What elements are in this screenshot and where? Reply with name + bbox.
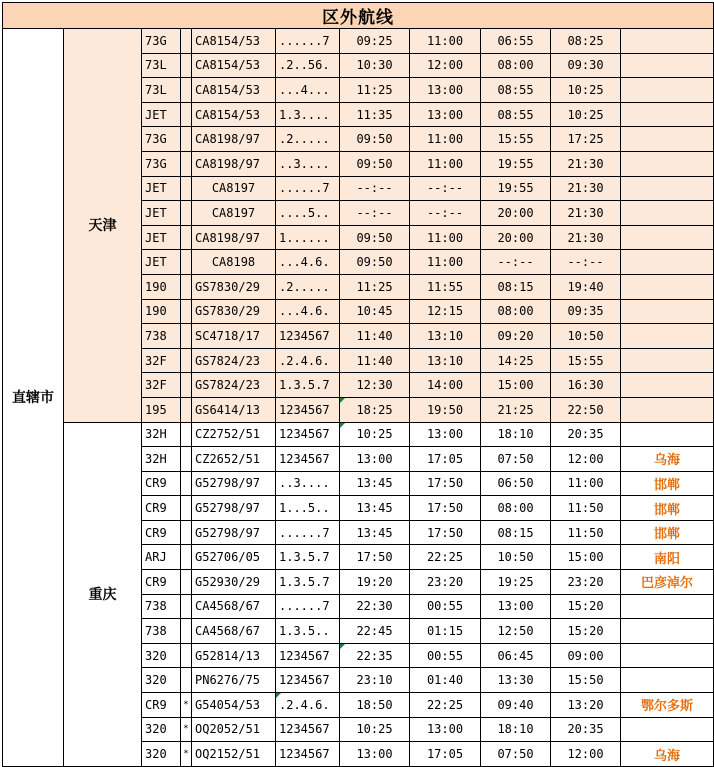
return-arrival-time-cell: 11:50	[551, 496, 621, 521]
flag-cell	[181, 373, 192, 398]
departure-time-cell: 09:50	[340, 151, 410, 176]
return-departure-time-cell: 12:50	[481, 619, 551, 644]
flag-cell	[181, 53, 192, 78]
operating-days-cell: 1234567	[276, 717, 340, 742]
return-arrival-time-cell: 08:25	[551, 29, 621, 54]
arrival-time-cell: 11:00	[410, 250, 481, 275]
flight-number-cell: CA8198/97	[192, 127, 276, 152]
flag-cell	[181, 570, 192, 595]
departure-time-cell: 12:30	[340, 373, 410, 398]
return-departure-time-cell: 18:10	[481, 717, 551, 742]
operating-days-cell: ...4.6.	[276, 250, 340, 275]
via-city-cell	[621, 53, 714, 78]
return-departure-time-cell: 08:00	[481, 299, 551, 324]
arrival-time-cell: 13:00	[410, 422, 481, 447]
via-city-cell: 鄂尔多斯	[621, 693, 714, 718]
arrival-time-cell: 13:10	[410, 348, 481, 373]
flight-number-cell: GS7830/29	[192, 299, 276, 324]
aircraft-type-cell: 320	[142, 742, 181, 767]
aircraft-type-cell: 320	[142, 668, 181, 693]
departure-time-cell: 13:45	[340, 496, 410, 521]
departure-time-cell: 09:25	[340, 29, 410, 54]
via-city-cell	[621, 176, 714, 201]
flight-number-cell: CA8154/53	[192, 102, 276, 127]
via-city-cell	[621, 324, 714, 349]
flag-cell	[181, 643, 192, 668]
via-city-cell	[621, 643, 714, 668]
aircraft-type-cell: 73L	[142, 53, 181, 78]
departure-time-cell: 10:30	[340, 53, 410, 78]
return-arrival-time-cell: 09:30	[551, 53, 621, 78]
operating-days-cell: .2.....	[276, 274, 340, 299]
return-arrival-time-cell: 21:30	[551, 151, 621, 176]
flight-number-cell: CZ2652/51	[192, 447, 276, 472]
flight-number-cell: GS7824/23	[192, 373, 276, 398]
arrival-time-cell: --:--	[410, 176, 481, 201]
arrival-time-cell: 12:00	[410, 53, 481, 78]
aircraft-type-cell: 195	[142, 397, 181, 422]
via-city-cell	[621, 299, 714, 324]
return-departure-time-cell: 13:30	[481, 668, 551, 693]
return-arrival-time-cell: 20:35	[551, 422, 621, 447]
return-arrival-time-cell: 21:30	[551, 225, 621, 250]
return-departure-time-cell: 19:55	[481, 151, 551, 176]
departure-time-cell: 09:50	[340, 225, 410, 250]
arrival-time-cell: 01:40	[410, 668, 481, 693]
flag-cell	[181, 471, 192, 496]
return-arrival-time-cell: 15:20	[551, 594, 621, 619]
return-departure-time-cell: 07:50	[481, 742, 551, 767]
return-departure-time-cell: 08:15	[481, 274, 551, 299]
title-row	[3, 3, 714, 29]
flag-cell	[181, 250, 192, 275]
departure-time-cell: --:--	[340, 176, 410, 201]
flight-number-cell: CA8154/53	[192, 29, 276, 54]
flag-cell	[181, 78, 192, 103]
departure-time-cell: 22:30	[340, 594, 410, 619]
operating-days-cell: 1.3....	[276, 102, 340, 127]
arrival-time-cell: 22:25	[410, 545, 481, 570]
via-city-cell: 邯郸	[621, 471, 714, 496]
return-departure-time-cell: 07:50	[481, 447, 551, 472]
aircraft-type-cell: 32H	[142, 447, 181, 472]
city-label: 重庆	[64, 422, 142, 766]
arrival-time-cell: 13:00	[410, 102, 481, 127]
via-city-cell	[621, 717, 714, 742]
via-city-cell	[621, 102, 714, 127]
operating-days-cell: ......7	[276, 29, 340, 54]
aircraft-type-cell: 320	[142, 717, 181, 742]
return-arrival-time-cell: 09:35	[551, 299, 621, 324]
flight-number-cell: GS7830/29	[192, 274, 276, 299]
departure-time-cell: 13:45	[340, 471, 410, 496]
flight-number-cell: CA8198/97	[192, 151, 276, 176]
via-city-cell: 乌海	[621, 742, 714, 767]
departure-time-cell: 13:00	[340, 447, 410, 472]
flight-number-cell: G52814/13	[192, 643, 276, 668]
aircraft-type-cell: 73G	[142, 29, 181, 54]
arrival-time-cell: 13:00	[410, 717, 481, 742]
operating-days-cell: 1234567	[276, 447, 340, 472]
arrival-time-cell: 11:00	[410, 29, 481, 54]
flight-number-cell: CA4568/67	[192, 619, 276, 644]
aircraft-type-cell: 73G	[142, 127, 181, 152]
operating-days-cell: 1.3.5.7	[276, 570, 340, 595]
aircraft-type-cell: CR9	[142, 520, 181, 545]
aircraft-type-cell: JET	[142, 250, 181, 275]
flight-number-cell: CA8198/97	[192, 225, 276, 250]
via-city-cell	[621, 422, 714, 447]
flag-cell	[181, 668, 192, 693]
arrival-time-cell: 14:00	[410, 373, 481, 398]
aircraft-type-cell: 320	[142, 643, 181, 668]
return-arrival-time-cell: 21:30	[551, 201, 621, 226]
aircraft-type-cell: CR9	[142, 471, 181, 496]
departure-time-cell: 13:45	[340, 520, 410, 545]
flag-cell	[181, 29, 192, 54]
flag-cell	[181, 348, 192, 373]
operating-days-cell: 1234567	[276, 643, 340, 668]
flight-number-cell: G52706/05	[192, 545, 276, 570]
return-arrival-time-cell: 09:00	[551, 643, 621, 668]
via-city-cell	[621, 250, 714, 275]
departure-time-cell: 22:45	[340, 619, 410, 644]
operating-days-cell: 1234567	[276, 742, 340, 767]
operating-days-cell: 1234567	[276, 397, 340, 422]
aircraft-type-cell: ARJ	[142, 545, 181, 570]
via-city-cell	[621, 127, 714, 152]
operating-days-cell: ....5..	[276, 201, 340, 226]
aircraft-type-cell: 73G	[142, 151, 181, 176]
operating-days-cell: ......7	[276, 520, 340, 545]
return-departure-time-cell: 08:55	[481, 78, 551, 103]
operating-days-cell: .2.4.6.	[276, 348, 340, 373]
departure-time-cell: 13:00	[340, 742, 410, 767]
departure-time-cell: 11:40	[340, 324, 410, 349]
via-city-cell	[621, 151, 714, 176]
return-arrival-time-cell: --:--	[551, 250, 621, 275]
arrival-time-cell: 00:55	[410, 594, 481, 619]
return-arrival-time-cell: 17:25	[551, 127, 621, 152]
departure-time-cell: 09:50	[340, 250, 410, 275]
flag-cell	[181, 397, 192, 422]
arrival-time-cell: 23:20	[410, 570, 481, 595]
return-departure-time-cell: 08:00	[481, 496, 551, 521]
return-arrival-time-cell: 16:30	[551, 373, 621, 398]
flag-cell	[181, 496, 192, 521]
return-departure-time-cell: 18:10	[481, 422, 551, 447]
flight-number-cell: G52798/97	[192, 496, 276, 521]
departure-time-cell: 19:20	[340, 570, 410, 595]
return-arrival-time-cell: 20:35	[551, 717, 621, 742]
flight-number-cell: CA8154/53	[192, 78, 276, 103]
via-city-cell	[621, 619, 714, 644]
arrival-time-cell: 11:00	[410, 151, 481, 176]
return-arrival-time-cell: 10:25	[551, 78, 621, 103]
return-departure-time-cell: 09:40	[481, 693, 551, 718]
return-arrival-time-cell: 12:00	[551, 447, 621, 472]
aircraft-type-cell: 32F	[142, 373, 181, 398]
operating-days-cell: 1.3.5.7	[276, 373, 340, 398]
flight-number-cell: CA8197	[192, 176, 276, 201]
operating-days-cell: ...4.6.	[276, 299, 340, 324]
via-city-cell: 邯郸	[621, 520, 714, 545]
departure-time-cell: 18:25	[340, 397, 410, 422]
return-arrival-time-cell: 21:30	[551, 176, 621, 201]
via-city-cell: 邯郸	[621, 496, 714, 521]
operating-days-cell: .2.4.6.	[276, 693, 340, 718]
operating-days-cell: 1234567	[276, 422, 340, 447]
flag-cell: *	[181, 742, 192, 767]
return-departure-time-cell: 21:25	[481, 397, 551, 422]
arrival-time-cell: 11:00	[410, 225, 481, 250]
return-arrival-time-cell: 15:20	[551, 619, 621, 644]
via-city-cell	[621, 594, 714, 619]
flag-cell	[181, 619, 192, 644]
return-departure-time-cell: 09:20	[481, 324, 551, 349]
operating-days-cell: ...4...	[276, 78, 340, 103]
flight-number-cell: G52930/29	[192, 570, 276, 595]
operating-days-cell: 1234567	[276, 668, 340, 693]
via-city-cell	[621, 348, 714, 373]
flag-cell	[181, 545, 192, 570]
aircraft-type-cell: 32F	[142, 348, 181, 373]
arrival-time-cell: 01:15	[410, 619, 481, 644]
flag-cell: *	[181, 717, 192, 742]
aircraft-type-cell: JET	[142, 102, 181, 127]
table-row	[3, 29, 714, 54]
departure-time-cell: 17:50	[340, 545, 410, 570]
arrival-time-cell: 11:00	[410, 127, 481, 152]
via-city-cell: 巴彦淖尔	[621, 570, 714, 595]
flag-cell	[181, 176, 192, 201]
flag-cell	[181, 299, 192, 324]
flight-number-cell: CA4568/67	[192, 594, 276, 619]
return-arrival-time-cell: 11:00	[551, 471, 621, 496]
flight-number-cell: GS6414/13	[192, 397, 276, 422]
aircraft-type-cell: 73L	[142, 78, 181, 103]
operating-days-cell: 1......	[276, 225, 340, 250]
flag-cell	[181, 127, 192, 152]
operating-days-cell: .2.....	[276, 127, 340, 152]
flight-number-cell: G52798/97	[192, 520, 276, 545]
return-departure-time-cell: 08:55	[481, 102, 551, 127]
return-arrival-time-cell: 15:50	[551, 668, 621, 693]
return-departure-time-cell: 14:25	[481, 348, 551, 373]
return-departure-time-cell: 15:00	[481, 373, 551, 398]
aircraft-type-cell: 32H	[142, 422, 181, 447]
aircraft-type-cell: 738	[142, 324, 181, 349]
departure-time-cell: 10:25	[340, 422, 410, 447]
flag-cell	[181, 151, 192, 176]
operating-days-cell: ..3....	[276, 151, 340, 176]
flag-cell	[181, 594, 192, 619]
operating-days-cell: ......7	[276, 176, 340, 201]
via-city-cell	[621, 274, 714, 299]
flag-cell	[181, 324, 192, 349]
flight-number-cell: OQ2052/51	[192, 717, 276, 742]
return-arrival-time-cell: 10:50	[551, 324, 621, 349]
return-arrival-time-cell: 19:40	[551, 274, 621, 299]
flag-cell	[181, 274, 192, 299]
arrival-time-cell: 17:50	[410, 520, 481, 545]
aircraft-type-cell: CR9	[142, 570, 181, 595]
return-departure-time-cell: 06:45	[481, 643, 551, 668]
arrival-time-cell: 13:00	[410, 78, 481, 103]
via-city-cell: 南阳	[621, 545, 714, 570]
departure-time-cell: 11:35	[340, 102, 410, 127]
return-arrival-time-cell: 15:55	[551, 348, 621, 373]
return-departure-time-cell: --:--	[481, 250, 551, 275]
operating-days-cell: 1...5..	[276, 496, 340, 521]
return-departure-time-cell: 08:15	[481, 520, 551, 545]
flight-number-cell: GS7824/23	[192, 348, 276, 373]
return-arrival-time-cell: 23:20	[551, 570, 621, 595]
via-city-cell	[621, 225, 714, 250]
arrival-time-cell: 17:50	[410, 471, 481, 496]
operating-days-cell: 1234567	[276, 324, 340, 349]
via-city-cell	[621, 201, 714, 226]
return-departure-time-cell: 19:55	[481, 176, 551, 201]
table-row	[3, 422, 714, 447]
return-arrival-time-cell: 11:50	[551, 520, 621, 545]
departure-time-cell: 10:45	[340, 299, 410, 324]
return-arrival-time-cell: 15:00	[551, 545, 621, 570]
flag-cell	[181, 102, 192, 127]
return-departure-time-cell: 06:55	[481, 29, 551, 54]
departure-time-cell: 23:10	[340, 668, 410, 693]
aircraft-type-cell: CR9	[142, 496, 181, 521]
return-departure-time-cell: 20:00	[481, 225, 551, 250]
flight-number-cell: G54054/53	[192, 693, 276, 718]
flight-number-cell: CA8154/53	[192, 53, 276, 78]
arrival-time-cell: --:--	[410, 201, 481, 226]
departure-time-cell: 22:35	[340, 643, 410, 668]
flag-cell	[181, 422, 192, 447]
flag-cell: *	[181, 693, 192, 718]
arrival-time-cell: 00:55	[410, 643, 481, 668]
arrival-time-cell: 12:15	[410, 299, 481, 324]
aircraft-type-cell: CR9	[142, 693, 181, 718]
arrival-time-cell: 17:50	[410, 496, 481, 521]
flight-number-cell: PN6276/75	[192, 668, 276, 693]
operating-days-cell: 1.3.5.7	[276, 545, 340, 570]
departure-time-cell: 11:40	[340, 348, 410, 373]
departure-time-cell: 11:25	[340, 78, 410, 103]
return-departure-time-cell: 15:55	[481, 127, 551, 152]
flag-cell	[181, 201, 192, 226]
flag-cell	[181, 520, 192, 545]
flight-number-cell: G52798/97	[192, 471, 276, 496]
via-city-cell	[621, 373, 714, 398]
return-arrival-time-cell: 22:50	[551, 397, 621, 422]
departure-time-cell: 18:50	[340, 693, 410, 718]
return-arrival-time-cell: 13:20	[551, 693, 621, 718]
flight-number-cell: OQ2152/51	[192, 742, 276, 767]
flag-cell	[181, 225, 192, 250]
return-departure-time-cell: 08:00	[481, 53, 551, 78]
sheet-title: 区外航线	[3, 3, 714, 29]
via-city-cell	[621, 78, 714, 103]
arrival-time-cell: 11:55	[410, 274, 481, 299]
return-departure-time-cell: 06:50	[481, 471, 551, 496]
arrival-time-cell: 17:05	[410, 742, 481, 767]
via-city-cell	[621, 397, 714, 422]
operating-days-cell: ......7	[276, 594, 340, 619]
operating-days-cell: ..3....	[276, 471, 340, 496]
arrival-time-cell: 13:10	[410, 324, 481, 349]
departure-time-cell: 11:25	[340, 274, 410, 299]
operating-days-cell: 1.3.5..	[276, 619, 340, 644]
return-departure-time-cell: 13:00	[481, 594, 551, 619]
operating-days-cell: .2..56.	[276, 53, 340, 78]
arrival-time-cell: 19:50	[410, 397, 481, 422]
aircraft-type-cell: 190	[142, 299, 181, 324]
flight-number-cell: CZ2752/51	[192, 422, 276, 447]
aircraft-type-cell: JET	[142, 176, 181, 201]
flag-cell	[181, 447, 192, 472]
via-city-cell	[621, 29, 714, 54]
departure-time-cell: 10:25	[340, 717, 410, 742]
departure-time-cell: --:--	[340, 201, 410, 226]
flight-number-cell: CA8198	[192, 250, 276, 275]
return-departure-time-cell: 19:25	[481, 570, 551, 595]
return-arrival-time-cell: 12:00	[551, 742, 621, 767]
region-label: 直辖市	[3, 29, 64, 767]
aircraft-type-cell: JET	[142, 201, 181, 226]
aircraft-type-cell: 738	[142, 594, 181, 619]
flight-number-cell: SC4718/17	[192, 324, 276, 349]
aircraft-type-cell: 190	[142, 274, 181, 299]
aircraft-type-cell: 738	[142, 619, 181, 644]
flight-number-cell: CA8197	[192, 201, 276, 226]
via-city-cell	[621, 668, 714, 693]
aircraft-type-cell: JET	[142, 225, 181, 250]
flight-schedule-table	[2, 2, 714, 767]
departure-time-cell: 09:50	[340, 127, 410, 152]
via-city-cell: 乌海	[621, 447, 714, 472]
return-departure-time-cell: 20:00	[481, 201, 551, 226]
return-departure-time-cell: 10:50	[481, 545, 551, 570]
arrival-time-cell: 22:25	[410, 693, 481, 718]
return-arrival-time-cell: 10:25	[551, 102, 621, 127]
city-label: 天津	[64, 29, 142, 423]
arrival-time-cell: 17:05	[410, 447, 481, 472]
